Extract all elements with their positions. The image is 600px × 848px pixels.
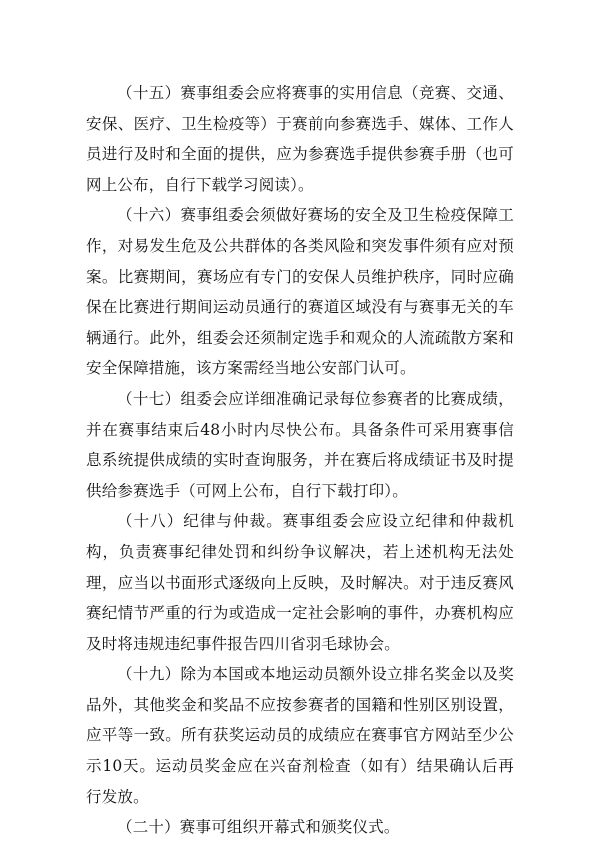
paragraph-19: （十九）除为本国或本地运动员额外设立排名奖金以及奖品外，其他奖金和奖品不应按参赛者的国籍和性别区别设置，应平等一致。所有获奖运动员的成绩应在赛事官方网站至少公示10天。运动员奖金应在兴奋剂检查（如有）结果确认后再行发放。 — [86, 665, 514, 806]
paragraph-17: （十七）组委会应详细准确记录每位参赛者的比赛成绩，并在赛事结束后48小时内尽快公布。具备条件可采用赛事信息系统提供成绩的实时查询服务，并在赛后将成绩证书及时提供给参赛选手（可网上公布，自行下载打印）。 — [86, 389, 514, 500]
paragraph-18: （十八）纪律与仲裁。赛事组委会应设立纪律和仲裁机构，负责赛事纪律处罚和纠纷争议解决，若上述机构无法处理，应当以书面形式逐级向上反映，及时解决。对于违反赛风赛纪情节严重的行为或造成一定社会影响的事件，办赛机构应及时将违规违纪事件报告四川省羽毛球协会。 — [86, 512, 514, 653]
paragraph-15: （十五）赛事组委会应将赛事的实用信息（竞赛、交通、安保、医疗、卫生检疫等）于赛前向参赛选手、媒体、工作人员进行及时和全面的提供，应为参赛选手提供参赛手册（也可网上公布，自行下载学习阅读）。 — [86, 84, 514, 194]
paragraph-20: （二十）赛事可组织开幕式和颁奖仪式。 — [117, 818, 400, 837]
paragraph-16: （十六）赛事组委会须做好赛场的安全及卫生检疫保障工作，对易发生危及公共群体的各类风险和突发事件须有应对预案。比赛期间，赛场应有专门的安保人员维护秩序，同时应确保在比赛进行期间运动员通行的赛道区域没有与赛事无关的车辆通行。此外，组委会还须制定选手和观众的人流疏散方案和安全保障措施，该方案需经当地公安部门认可。 — [86, 206, 514, 378]
